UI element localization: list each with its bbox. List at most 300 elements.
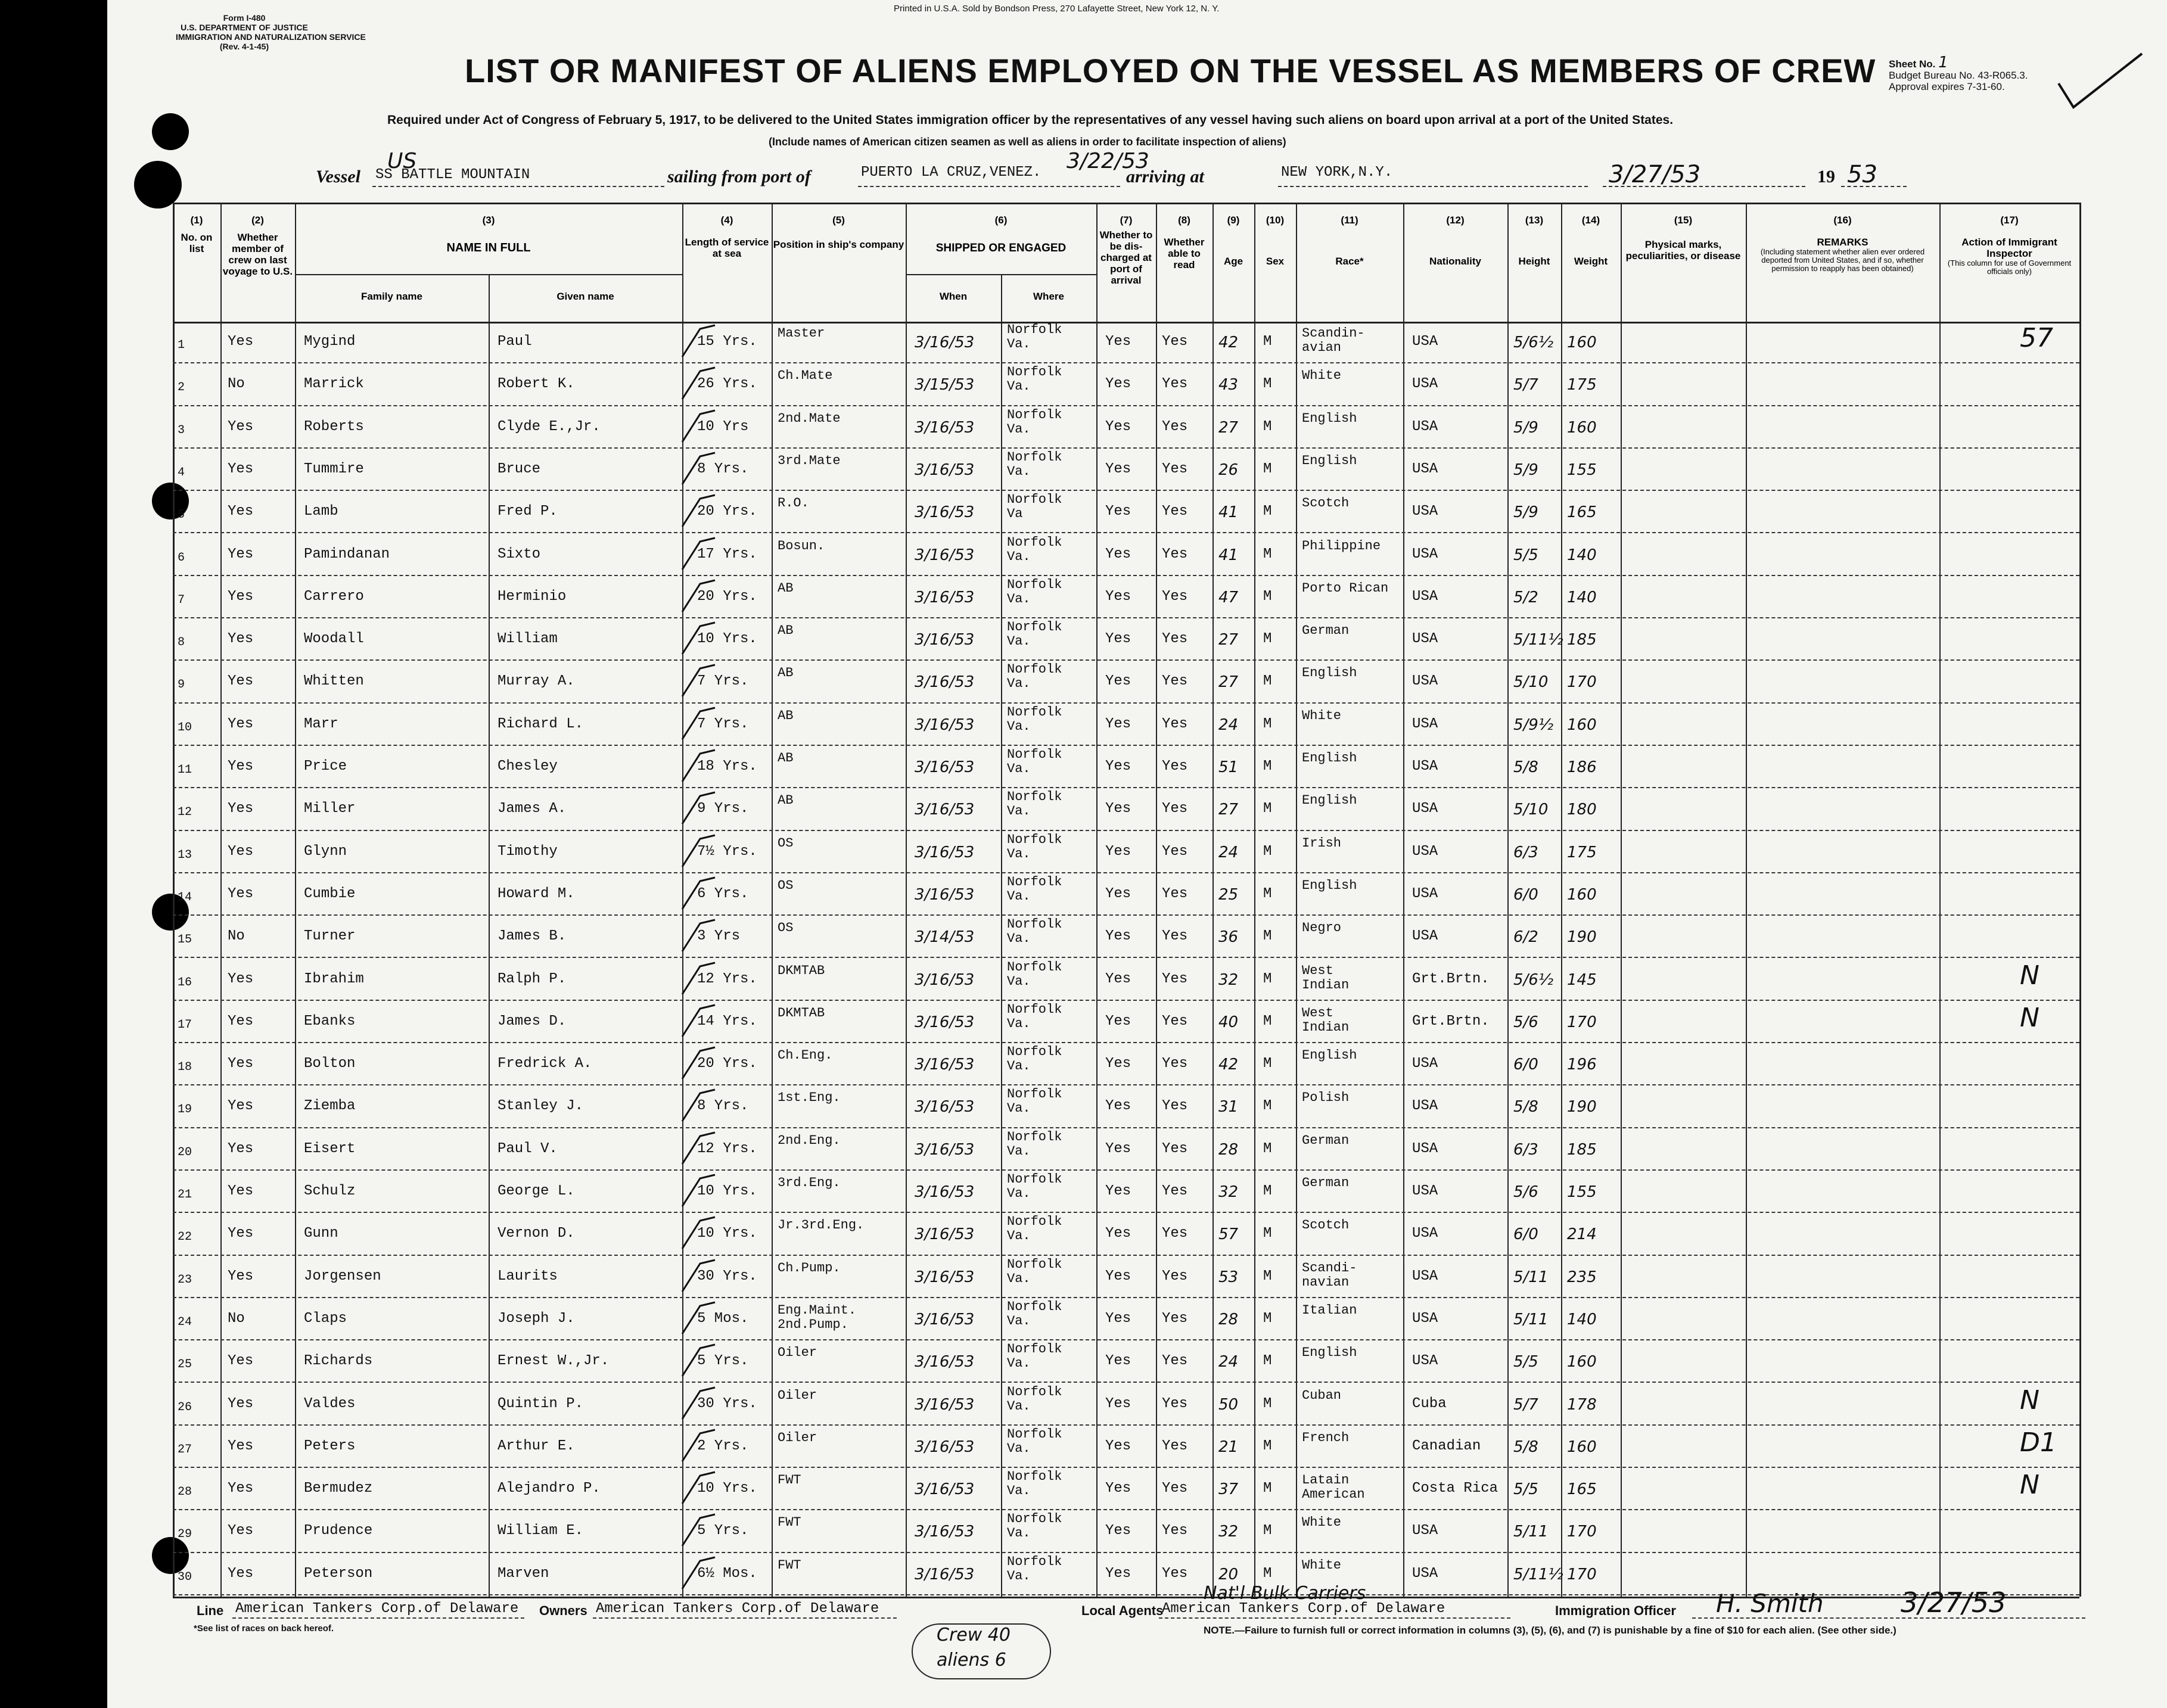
weight: 155 bbox=[1567, 461, 1597, 479]
nationality: USA bbox=[1412, 1225, 1438, 1242]
able-to-read: Yes bbox=[1162, 1353, 1188, 1370]
race: German bbox=[1302, 1175, 1350, 1190]
page-title: LIST OR MANIFEST OF ALIENS EMPLOYED ON THE VESSEL AS MEMBERS OF CREW bbox=[465, 52, 1876, 89]
shipped-date: 3/16/53 bbox=[915, 715, 975, 734]
age: 24 bbox=[1218, 715, 1239, 734]
shipped-date: 3/16/53 bbox=[915, 1310, 975, 1329]
able-to-read: Yes bbox=[1162, 1098, 1188, 1115]
printer-line: Printed in U.S.A. Sold by Bondson Press, 270 Lafayette Street, New York 12, N. Y. bbox=[894, 4, 1220, 14]
sheet-number: 1 bbox=[1938, 54, 1948, 71]
nationality: USA bbox=[1412, 418, 1438, 435]
length-of-service: 7 Yrs. bbox=[697, 673, 749, 690]
shipped-place: Norfolk Va. bbox=[1007, 1256, 1062, 1286]
col-weight-header: (14) Weight bbox=[1574, 214, 1608, 267]
discharged: Yes bbox=[1105, 1310, 1131, 1327]
race: English bbox=[1302, 453, 1357, 468]
last-voyage: Yes bbox=[228, 1183, 254, 1199]
row-number: 6 bbox=[178, 550, 185, 565]
nationality: USA bbox=[1412, 376, 1438, 393]
weight: 160 bbox=[1567, 715, 1597, 734]
position: Master bbox=[778, 326, 825, 341]
approval-expires: Approval expires 7-31-60. bbox=[1889, 81, 2005, 92]
shipped-place: Norfolk Va. bbox=[1007, 1426, 1062, 1456]
given-name: William E. bbox=[498, 1523, 584, 1539]
officer-label: Immigration Officer bbox=[1555, 1603, 1676, 1618]
sex: M bbox=[1263, 1056, 1272, 1072]
last-voyage: Yes bbox=[228, 1523, 254, 1539]
given-name: James A. bbox=[498, 801, 567, 817]
tick-mark-icon bbox=[676, 1343, 718, 1379]
discharged: Yes bbox=[1105, 503, 1131, 520]
family-name: Valdes bbox=[304, 1395, 356, 1412]
table-row bbox=[173, 1171, 2079, 1214]
nationality: Grt.Brtn. bbox=[1412, 970, 1490, 987]
position: Bosun. bbox=[778, 538, 825, 553]
given-name: Chesley bbox=[498, 758, 558, 774]
col-name-header: (3) NAME IN FULL bbox=[446, 214, 531, 254]
table-row bbox=[173, 661, 2079, 704]
length-of-service: 20 Yrs. bbox=[697, 1056, 757, 1072]
sex: M bbox=[1263, 1225, 1272, 1242]
discharged: Yes bbox=[1105, 1438, 1131, 1454]
shipped-date: 3/16/53 bbox=[915, 503, 975, 522]
line-label: Line bbox=[197, 1603, 224, 1618]
family-name: Marrick bbox=[304, 376, 364, 393]
last-voyage: Yes bbox=[228, 1480, 254, 1497]
discharged: Yes bbox=[1105, 546, 1131, 562]
col-nationality-header: (12) Nationality bbox=[1429, 214, 1481, 267]
able-to-read: Yes bbox=[1162, 1523, 1188, 1539]
given-name: Murray A. bbox=[498, 673, 575, 690]
given-name: George L. bbox=[498, 1183, 575, 1199]
shipped-date: 3/16/53 bbox=[915, 1140, 975, 1159]
discharged: Yes bbox=[1105, 461, 1131, 477]
crew-table bbox=[173, 203, 2079, 1597]
age: 31 bbox=[1218, 1098, 1239, 1116]
height: 6/0 bbox=[1513, 885, 1538, 904]
shipped-place: Norfolk Va. bbox=[1007, 449, 1062, 479]
age: 41 bbox=[1218, 503, 1239, 522]
able-to-read: Yes bbox=[1162, 1056, 1188, 1072]
col-where-header: Where bbox=[1033, 291, 1064, 302]
age: 24 bbox=[1218, 1353, 1239, 1371]
sex: M bbox=[1263, 588, 1272, 605]
length-of-service: 20 Yrs. bbox=[697, 588, 757, 605]
table-row bbox=[173, 1044, 2079, 1086]
sex: M bbox=[1263, 503, 1272, 520]
shipped-place: Norfolk Va. bbox=[1007, 874, 1062, 904]
length-of-service: 26 Yrs. bbox=[697, 376, 757, 393]
length-of-service: 7½ Yrs. bbox=[697, 843, 757, 860]
given-name: Laurits bbox=[498, 1268, 558, 1284]
row-number: 15 bbox=[178, 933, 192, 947]
height: 5/9 bbox=[1513, 503, 1538, 522]
tick-mark-icon bbox=[676, 749, 718, 785]
position: OS bbox=[778, 878, 794, 893]
row-number: 30 bbox=[178, 1570, 192, 1584]
nationality: USA bbox=[1412, 503, 1438, 520]
length-of-service: 12 Yrs. bbox=[697, 1140, 757, 1157]
shipped-date: 3/16/53 bbox=[915, 1395, 975, 1414]
nationality: USA bbox=[1412, 334, 1438, 350]
shipped-place: Norfolk Va. bbox=[1007, 1384, 1062, 1414]
tick-mark-icon bbox=[676, 1259, 718, 1295]
position: 3rd.Mate bbox=[778, 453, 841, 468]
shipped-place: Norfolk Va. bbox=[1007, 959, 1062, 989]
shipped-place: Norfolk Va. bbox=[1007, 789, 1062, 819]
last-voyage: Yes bbox=[228, 843, 254, 860]
row-number: 4 bbox=[178, 465, 185, 480]
able-to-read: Yes bbox=[1162, 1565, 1188, 1582]
shipped-place: Norfolk Va. bbox=[1007, 662, 1062, 692]
given-name: Howard M. bbox=[498, 885, 575, 902]
height: 5/5 bbox=[1513, 546, 1538, 564]
last-voyage: Yes bbox=[228, 546, 254, 562]
shipped-date: 3/16/53 bbox=[915, 1056, 975, 1074]
tick-mark-icon bbox=[676, 834, 718, 870]
weight: 165 bbox=[1567, 1480, 1597, 1499]
able-to-read: Yes bbox=[1162, 843, 1188, 860]
arrival-port: NEW YORK,N.Y. bbox=[1281, 164, 1393, 181]
length-of-service: 30 Yrs. bbox=[697, 1268, 757, 1284]
weight: 185 bbox=[1567, 1140, 1597, 1159]
sex: M bbox=[1263, 1140, 1272, 1157]
age: 27 bbox=[1218, 801, 1239, 819]
tick-mark-icon bbox=[676, 1216, 718, 1252]
col-service-header: (4) Length of service at sea bbox=[685, 214, 769, 259]
given-name: Richard L. bbox=[498, 715, 584, 732]
given-name: Vernon D. bbox=[498, 1225, 575, 1242]
discharged: Yes bbox=[1105, 376, 1131, 393]
age: 42 bbox=[1218, 334, 1239, 351]
tick-mark-icon bbox=[676, 1174, 718, 1209]
race: Scotch bbox=[1302, 1218, 1350, 1233]
weight: 170 bbox=[1567, 1523, 1597, 1541]
weight: 160 bbox=[1567, 1438, 1597, 1456]
nationality: USA bbox=[1412, 885, 1438, 902]
race: Italian bbox=[1302, 1302, 1357, 1318]
length-of-service: 20 Yrs. bbox=[697, 503, 757, 520]
tick-mark-icon bbox=[676, 1513, 718, 1549]
length-of-service: 14 Yrs. bbox=[697, 1013, 757, 1029]
family-name: Miller bbox=[304, 801, 356, 817]
discharged: Yes bbox=[1105, 1565, 1131, 1582]
given-name: Sixto bbox=[498, 546, 541, 562]
position: OS bbox=[778, 920, 794, 936]
table-row bbox=[173, 704, 2079, 746]
position: Eng.Maint. 2nd.Pump. bbox=[778, 1302, 857, 1332]
given-name: William bbox=[498, 631, 558, 648]
row-number: 21 bbox=[178, 1188, 192, 1202]
col-when-header: When bbox=[939, 291, 968, 302]
weight: 160 bbox=[1567, 334, 1597, 351]
sex: M bbox=[1263, 1565, 1272, 1582]
weight: 180 bbox=[1567, 801, 1597, 819]
age: 32 bbox=[1218, 970, 1239, 989]
shipped-place: Norfolk Va. bbox=[1007, 1129, 1062, 1159]
position: Oiler bbox=[778, 1345, 817, 1361]
tick-mark-icon bbox=[676, 962, 718, 997]
position: DKMTAB bbox=[778, 1005, 825, 1021]
sex: M bbox=[1263, 928, 1272, 945]
position: 2nd.Eng. bbox=[778, 1133, 841, 1148]
table-row bbox=[173, 577, 2079, 619]
table-row bbox=[173, 322, 2079, 364]
owners-value: American Tankers Corp.of Delaware bbox=[596, 1601, 879, 1617]
age: 40 bbox=[1218, 1013, 1239, 1031]
officer-date: 3/27/53 bbox=[1901, 1586, 2007, 1619]
row-number: 24 bbox=[178, 1315, 192, 1329]
shipped-date: 3/16/53 bbox=[915, 673, 975, 692]
family-name: Whitten bbox=[304, 673, 364, 690]
discharged: Yes bbox=[1105, 1395, 1131, 1412]
row-number: 25 bbox=[178, 1358, 192, 1372]
length-of-service: 12 Yrs. bbox=[697, 970, 757, 987]
given-name: Ralph P. bbox=[498, 970, 567, 987]
table-row bbox=[173, 916, 2079, 959]
height: 5/10 bbox=[1513, 673, 1549, 692]
table-row bbox=[173, 1426, 2079, 1469]
able-to-read: Yes bbox=[1162, 970, 1188, 987]
age: 43 bbox=[1218, 376, 1239, 394]
able-to-read: Yes bbox=[1162, 885, 1188, 902]
table-row bbox=[173, 832, 2079, 874]
family-name: Peterson bbox=[304, 1565, 373, 1582]
discharged: Yes bbox=[1105, 334, 1131, 350]
col-read-header: (8) Whether able to read bbox=[1164, 214, 1205, 270]
last-voyage: Yes bbox=[228, 1353, 254, 1370]
col-position-header: (5) Position in ship's company bbox=[773, 214, 904, 250]
departure-port: PUERTO LA CRUZ,VENEZ. bbox=[861, 164, 1041, 181]
owners-label: Owners bbox=[539, 1603, 587, 1618]
height: 5/5 bbox=[1513, 1353, 1538, 1371]
length-of-service: 10 Yrs. bbox=[697, 1480, 757, 1497]
shipped-place: Norfolk Va. bbox=[1007, 704, 1062, 734]
weight: 170 bbox=[1567, 673, 1597, 692]
position: Ch.Mate bbox=[778, 368, 833, 384]
family-name: Marr bbox=[304, 715, 338, 732]
race: White bbox=[1302, 1557, 1342, 1573]
shipped-place: Norfolk Va. bbox=[1007, 620, 1062, 649]
family-name: Prudence bbox=[304, 1523, 373, 1539]
crew-count: Crew 40 bbox=[937, 1625, 1011, 1645]
sex: M bbox=[1263, 1523, 1272, 1539]
weight: 178 bbox=[1567, 1395, 1597, 1414]
row-number: 9 bbox=[178, 678, 185, 692]
shipped-place: Norfolk Va. bbox=[1007, 322, 1062, 351]
position: Jr.3rd.Eng. bbox=[778, 1218, 865, 1233]
shipped-date: 3/16/53 bbox=[915, 546, 975, 564]
able-to-read: Yes bbox=[1162, 631, 1188, 648]
col-shipped-header: (6) SHIPPED OR ENGAGED bbox=[935, 214, 1067, 254]
family-name: Tummire bbox=[304, 461, 364, 477]
nationality: USA bbox=[1412, 1353, 1438, 1370]
nationality: USA bbox=[1412, 1565, 1438, 1582]
height: 5/11 bbox=[1513, 1268, 1549, 1286]
shipped-date: 3/16/53 bbox=[915, 801, 975, 819]
length-of-service: 9 Yrs. bbox=[697, 801, 749, 817]
age: 36 bbox=[1218, 928, 1239, 947]
age: 24 bbox=[1218, 843, 1239, 861]
col-remarks-header: (16) REMARKS (Including statement whether alien ever ordered deported from United States, and if so, whether permission to reapply has been obtained) bbox=[1760, 214, 1925, 273]
last-voyage: Yes bbox=[228, 1438, 254, 1454]
row-number: 17 bbox=[178, 1018, 192, 1032]
nationality: USA bbox=[1412, 1268, 1438, 1284]
age: 26 bbox=[1218, 461, 1239, 479]
height: 5/9 bbox=[1513, 461, 1538, 479]
shipped-date: 3/16/53 bbox=[915, 1098, 975, 1116]
shipped-date: 3/16/53 bbox=[915, 970, 975, 989]
tick-mark-icon bbox=[676, 876, 718, 912]
able-to-read: Yes bbox=[1162, 1395, 1188, 1412]
given-name: Joseph J. bbox=[498, 1310, 575, 1327]
discharged: Yes bbox=[1105, 673, 1131, 690]
family-name: Lamb bbox=[304, 503, 338, 520]
tick-mark-icon bbox=[676, 452, 718, 487]
shipped-date: 3/16/53 bbox=[915, 461, 975, 479]
tick-mark-icon bbox=[676, 537, 718, 573]
row-number: 2 bbox=[178, 381, 185, 395]
shipped-place: Norfolk Va. bbox=[1007, 747, 1062, 776]
race: White bbox=[1302, 1515, 1342, 1530]
shipped-place: Norfolk Va. bbox=[1007, 407, 1062, 437]
race: West Indian bbox=[1302, 963, 1350, 993]
race: Negro bbox=[1302, 920, 1342, 936]
shipped-place: Norfolk Va. bbox=[1007, 1001, 1062, 1031]
tick-mark-icon bbox=[676, 1004, 718, 1040]
family-name: Mygind bbox=[304, 334, 356, 350]
tick-mark-icon bbox=[676, 664, 718, 699]
given-name: Clyde E.,Jr. bbox=[498, 418, 601, 435]
height: 6/3 bbox=[1513, 1140, 1538, 1159]
shipped-place: Norfolk Va. bbox=[1007, 1342, 1062, 1371]
required-notice: Required under Act of Congress of February 5, 1917, to be delivered to the United States immigration officer by the representatives of any vessel having such aliens on board upon arrival at a port of the United States. bbox=[387, 113, 1674, 127]
row-number: 29 bbox=[178, 1527, 192, 1542]
nationality: USA bbox=[1412, 1098, 1438, 1115]
given-name: Robert K. bbox=[498, 376, 575, 393]
tick-mark-icon bbox=[676, 1556, 718, 1592]
last-voyage: Yes bbox=[228, 418, 254, 435]
race: Porto Rican bbox=[1302, 580, 1389, 596]
race: Scandi- navian bbox=[1302, 1260, 1357, 1290]
discharged: Yes bbox=[1105, 631, 1131, 648]
race: Cuban bbox=[1302, 1387, 1342, 1403]
shipped-place: Norfolk Va. bbox=[1007, 1554, 1062, 1583]
race: French bbox=[1302, 1430, 1350, 1445]
able-to-read: Yes bbox=[1162, 715, 1188, 732]
vessel-prefix: US bbox=[387, 149, 417, 173]
crew-count-note bbox=[912, 1623, 1051, 1679]
weight: 175 bbox=[1567, 843, 1597, 861]
weight: 190 bbox=[1567, 1098, 1597, 1116]
row-number: 5 bbox=[178, 508, 185, 522]
able-to-read: Yes bbox=[1162, 673, 1188, 690]
last-voyage: Yes bbox=[228, 1395, 254, 1412]
position: R.O. bbox=[778, 496, 809, 511]
race: Irish bbox=[1302, 835, 1342, 851]
family-name: Schulz bbox=[304, 1183, 356, 1199]
height: 5/8 bbox=[1513, 758, 1538, 776]
weight: 190 bbox=[1567, 928, 1597, 947]
race: Philippine bbox=[1302, 538, 1381, 553]
nationality: USA bbox=[1412, 461, 1438, 477]
sex: M bbox=[1263, 1395, 1272, 1412]
sex: M bbox=[1263, 418, 1272, 435]
tick-mark-icon bbox=[676, 621, 718, 657]
service-name: IMMIGRATION AND NATURALIZATION SERVICE bbox=[176, 32, 366, 42]
col-family-name-header: Family name bbox=[361, 291, 422, 302]
family-name: Eisert bbox=[304, 1140, 356, 1157]
height: 5/10 bbox=[1513, 801, 1549, 819]
position: 3rd.Eng. bbox=[778, 1175, 841, 1190]
tick-mark-icon bbox=[676, 1131, 718, 1167]
age: 32 bbox=[1218, 1183, 1239, 1201]
row-number: 7 bbox=[178, 593, 185, 607]
table-row bbox=[173, 1384, 2079, 1426]
family-name: Richards bbox=[304, 1353, 373, 1370]
footer bbox=[0, 1583, 2167, 1707]
age: 21 bbox=[1218, 1438, 1239, 1456]
length-of-service: 5 Yrs. bbox=[697, 1523, 749, 1539]
position: AB bbox=[778, 623, 794, 639]
age: 47 bbox=[1218, 588, 1239, 606]
shipped-place: Norfolk Va bbox=[1007, 492, 1062, 522]
length-of-service: 10 Yrs. bbox=[697, 631, 757, 648]
discharged: Yes bbox=[1105, 418, 1131, 435]
length-of-service: 3 Yrs bbox=[697, 928, 741, 945]
weight: 155 bbox=[1567, 1183, 1597, 1201]
length-of-service: 30 Yrs. bbox=[697, 1395, 757, 1412]
shipped-date: 3/16/53 bbox=[915, 631, 975, 649]
weight: 170 bbox=[1567, 1013, 1597, 1031]
shipped-date: 3/16/53 bbox=[915, 334, 975, 351]
weight: 186 bbox=[1567, 758, 1597, 776]
race: White bbox=[1302, 368, 1342, 384]
row-number: 20 bbox=[178, 1145, 192, 1159]
nationality: USA bbox=[1412, 1310, 1438, 1327]
tick-mark-icon bbox=[676, 919, 718, 954]
family-name: Ebanks bbox=[304, 1013, 356, 1029]
table-row bbox=[173, 1341, 2079, 1383]
nationality: USA bbox=[1412, 631, 1438, 648]
discharged: Yes bbox=[1105, 1353, 1131, 1370]
punch-hole bbox=[152, 113, 189, 150]
sex: M bbox=[1263, 376, 1272, 393]
discharged: Yes bbox=[1105, 1098, 1131, 1115]
length-of-service: 6 Yrs. bbox=[697, 885, 749, 902]
nationality: Grt.Brtn. bbox=[1412, 1013, 1490, 1029]
inspector-action: N bbox=[2020, 1385, 2039, 1415]
shipped-date: 3/16/53 bbox=[915, 1013, 975, 1031]
discharged: Yes bbox=[1105, 715, 1131, 732]
sex: M bbox=[1263, 758, 1272, 774]
row-number: 26 bbox=[178, 1400, 192, 1414]
last-voyage: Yes bbox=[228, 970, 254, 987]
sex: M bbox=[1263, 1098, 1272, 1115]
row-number: 23 bbox=[178, 1273, 192, 1287]
col-discharged-header: (7) Whether to be dis-charged at port of arrival bbox=[1099, 214, 1153, 286]
position: AB bbox=[778, 793, 794, 808]
table-row bbox=[173, 746, 2079, 789]
race: English bbox=[1302, 1345, 1357, 1361]
budget-bureau: Budget Bureau No. 43-R065.3. bbox=[1889, 70, 2028, 81]
able-to-read: Yes bbox=[1162, 801, 1188, 817]
age: 53 bbox=[1218, 1268, 1239, 1286]
given-name: Herminio bbox=[498, 588, 567, 605]
last-voyage: Yes bbox=[228, 1565, 254, 1582]
race: English bbox=[1302, 751, 1357, 766]
height: 6/2 bbox=[1513, 928, 1538, 947]
